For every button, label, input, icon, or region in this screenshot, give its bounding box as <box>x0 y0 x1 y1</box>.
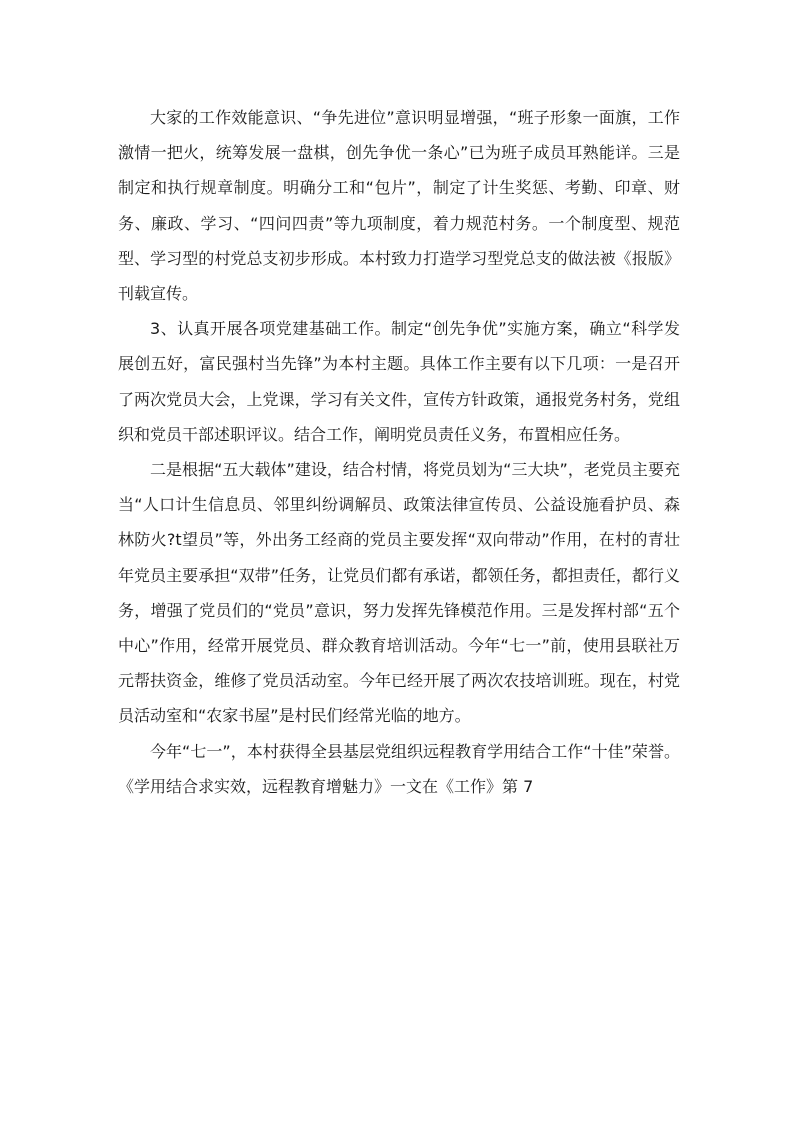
paragraph-2: 3、认真开展各项党建基础工作。制定“创先争优”实施方案，确立“科学发展创五好，富民强村当先锋”为本村主题。具体工作主要有以下几项：一是召开了两次党员大会，上党课，学习有关文件，宣传方针政策，通报党务村务，党组织和党员干部述职评议。结合工作，阐明党员责任义务，布置相应任务。 <box>118 319 680 444</box>
paragraph-4: 今年“七一”，本村获得全县基层党组织远程教育学用结合工作“十佳”荣誉。《学用结合求实效，远程教育增魅力》一文在《工作》第 7 <box>118 741 680 796</box>
document-body <box>118 100 680 804</box>
paragraph-1: 大家的工作效能意识、“争先进位”意识明显增强，“班子形象一面旗，工作激情一把火，统筹发展一盘棋，创先争优一条心”已为班子成员耳熟能详。三是制定和执行规章制度。明确分工和“包片”，制定了计生奖惩、考勤、印章、财务、廉政、学习、“四问四责”等九项制度，着力规范村务。一个制度型、规范型、学习型的村党总支初步形成。本村致力打造学习型党总支的做法被《报版》刊载宣传。 <box>118 108 680 304</box>
paragraph-3: 二是根据“五大载体”建设，结合村情，将党员划为“三大块”，老党员主要充当“人口计生信息员、邻里纠纷调解员、政策法律宣传员、公益设施看护员、森林防火?t望员”等，外出务工经商的党员主要发挥“双向带动”作用，在村的青壮年党员主要承担“双带”任务，让党员们都有承诺，都领任务，都担责任，都行义务，增强了党员们的“党员”意识，努力发挥先锋模范作用。三是发挥村部“五个中心”作用，经常开展党员、群众教育培训活动。今年“七一”前，使用县联社万元帮扶资金，维修了党员活动室。今年已经开展了两次农技培训班。现在，村党员活动室和“农家书屋”是村民们经常光临的地方。 <box>118 460 680 726</box>
